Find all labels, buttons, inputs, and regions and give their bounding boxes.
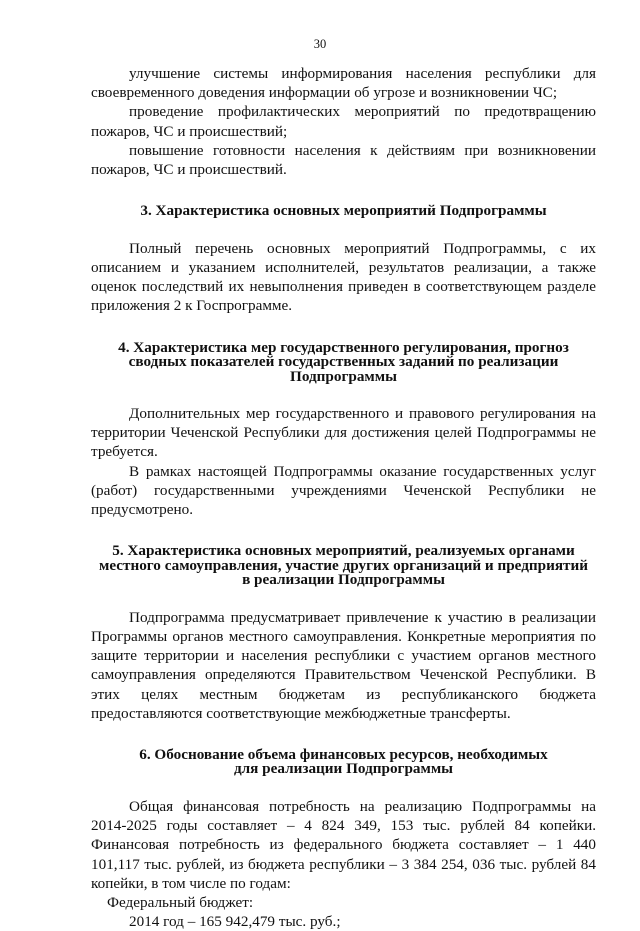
section-5-heading bbox=[91, 544, 596, 588]
section-5-heading-line: 5. Характеристика основных мероприятий, реализуемых органами bbox=[112, 542, 575, 560]
section-4-heading bbox=[91, 338, 596, 385]
section-3-heading: 3. Характеристика основных мероприятий Подпрограммы bbox=[140, 202, 547, 220]
section-6-paragraph: Общая финансовая потребность на реализацию Подпрограммы на 2014-2025 годы составляет – 4 824 349, 153 тыс. рублей 84 копейки. Финансовая потребность из федерального бюджета составляет – 1 440 101,117 тыс. рублей, из бюджета республики – 3 384 254, 036 тыс. рублей 84 копейки, в том числе по годам: bbox=[91, 797, 596, 892]
intro-paragraph: повышение готовности населения к действиям при возникновении пожаров, ЧС и происшествий. bbox=[91, 141, 596, 179]
section-4-heading-line: Подпрограммы bbox=[290, 367, 397, 385]
page-number: 30 bbox=[313, 37, 327, 51]
intro-paragraph: проведение профилактических мероприятий по предотвращению пожаров, ЧС и происшествий; bbox=[91, 103, 596, 140]
section-5-heading-line: в реализации Подпрограммы bbox=[242, 571, 445, 589]
section-5-heading-line: местного самоуправления, участие других организаций и предприятий bbox=[98, 556, 589, 574]
page-content bbox=[91, 64, 596, 931]
section-6-heading-line: для реализации Подпрограммы bbox=[233, 760, 454, 778]
year-budget-line: 2014 год – 165 942,479 тыс. руб.; bbox=[129, 913, 341, 931]
federal-budget-label: Федеральный бюджет: bbox=[107, 893, 254, 911]
section-4-paragraph: В рамках настоящей Подпрограммы оказание государственных услуг (работ) государственными учреждениями Чеченской Республики не предусмотрено. bbox=[91, 462, 596, 519]
section-5-paragraph: Подпрограмма предусматривает привлечение к участию в реализации Программы органов местного самоуправления. Конкретные мероприятия по защите территории и населения республики с участием органов местного самоуправления определяются Правительством Чеченской Республики. В этих целях местным бюджетам из республиканского бюджета предоставляются соответствующие межбюджетные трансферты. bbox=[91, 608, 596, 722]
section-6-heading-line: 6. Обоснование объема финансовых ресурсов, необходимых bbox=[139, 745, 548, 763]
intro-paragraph: улучшение системы информирования населения республики для своевременного доведения информации об угрозе и возникновении ЧС; bbox=[91, 65, 596, 102]
section-4-paragraph: Дополнительных мер государственного и правового регулирования на территории Чеченской Республики для достижения целей Подпрограммы не требуется. bbox=[91, 405, 596, 461]
section-6-heading bbox=[91, 745, 596, 778]
section-3-paragraph: Полный перечень основных мероприятий Подпрограммы, с их описанием и указанием исполнителей, результатов реализации, а также оценок последствий их невыполнения приведен в соответствующем разделе приложения 2 к Госпрограмме. bbox=[91, 239, 596, 315]
section-4-heading-line: 4. Характеристика мер государственного регулирования, прогноз bbox=[118, 338, 569, 356]
section-4-heading-line: сводных показателей государственных заданий по реализации bbox=[128, 353, 559, 371]
